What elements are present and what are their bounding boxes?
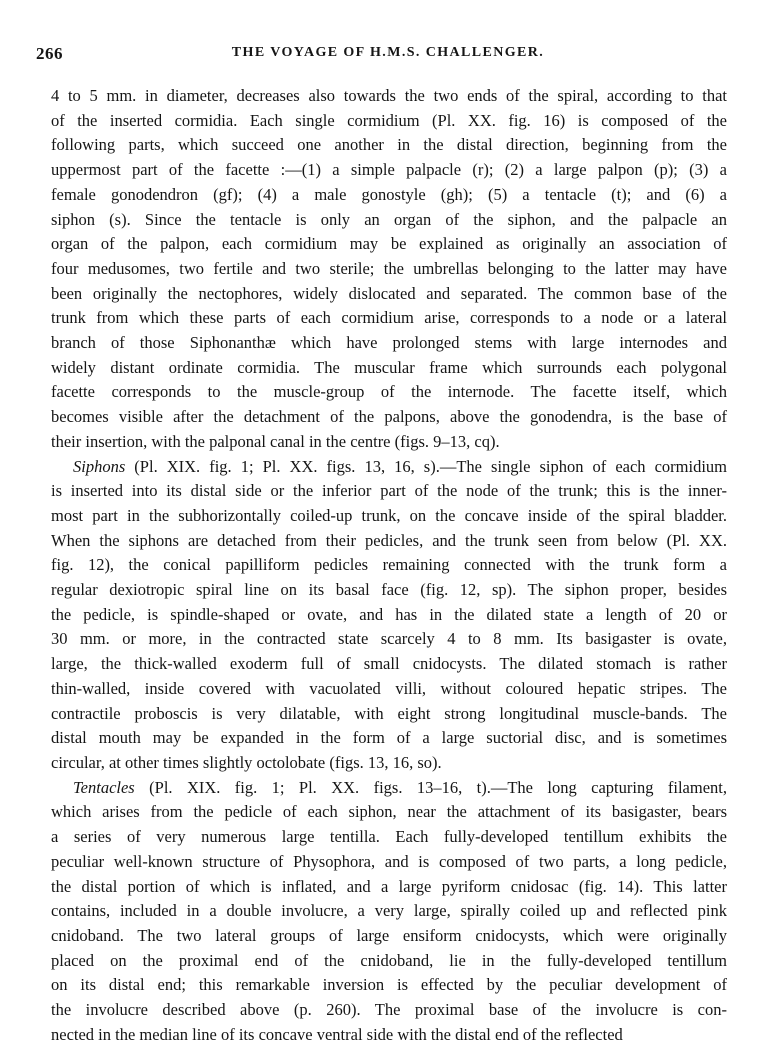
section-lead: Siphons — [73, 456, 126, 476]
text-line: been originally the nectophores, widely dislocated and separated. The common base of the — [51, 283, 727, 303]
text-line: of the inserted cormidia. Each single cormidium (Pl. XX. fig. 16) is composed of the — [51, 110, 727, 130]
text-line: organ of the palpon, each cormidium may be explained as originally an association of — [51, 234, 727, 254]
text-line: 30 mm. or more, in the contracted state scarcely 4 to 8 mm. Its basigaster is ovate, — [51, 629, 727, 649]
text-line: fig. 12), the conical papilliform pedicles remaining connected with the trunk form a — [51, 555, 727, 575]
text-line: placed on the proximal end of the cnidoband, lie in the fully-developed tentillum — [51, 950, 727, 970]
section-lead: Tentacles — [73, 777, 135, 797]
text-line: cnidoband. The two lateral groups of large ensiform cnidocysts, which were originally — [51, 925, 727, 945]
text-line: following parts, which succeed one another in the distal direction, beginning from the — [51, 135, 727, 155]
text-line: female gonodendron (gf); (4) a male gonostyle (gh); (5) a tentacle (t); and (6) a — [51, 184, 727, 204]
text-line: peculiar well-known structure of Physophora, and is composed of two parts, a long pedicle, — [51, 851, 727, 871]
text-line: contractile proboscis is very dilatable, with eight strong longitudinal muscle-bands. The — [51, 703, 727, 723]
text-line-content: (Pl. XIX. fig. 1; Pl. XX. figs. 13–16, t).—The long capturing filament, — [134, 777, 727, 797]
text-line: four medusomes, two fertile and two sterile; the umbrellas belonging to the latter may have — [51, 258, 727, 278]
text-line: uppermost part of the facette :—(1) a simple palpacle (r); (2) a large palpon (p); (3) a — [51, 160, 727, 180]
running-title: THE VOYAGE OF H.M.S. CHALLENGER. — [231, 45, 545, 60]
text-line: thin-walled, inside covered with vacuolated villi, without coloured hepatic stripes. The — [51, 678, 727, 698]
text-line: When the siphons are detached from their pedicles, and the trunk seen from below (Pl. XX. — [51, 530, 727, 550]
text-line: 4 to 5 mm. in diameter, decreases also towards the two ends of the spiral, according to that — [51, 86, 727, 105]
text-line: distal mouth may be expanded in the form of a large suctorial disc, and is sometimes — [51, 728, 727, 748]
text-line: widely distant ordinate cormidia. The muscular frame which surrounds each polygonal — [51, 357, 727, 377]
page-number: 266 — [36, 44, 63, 63]
text-line: the involucre described above (p. 260). The proximal base of the involucre is con- — [51, 1000, 727, 1020]
text-line: a series of very numerous large tentilla. Each fully-developed tentillum exhibits the — [51, 827, 727, 847]
text-line: is inserted into its distal side or the inferior part of the node of the trunk; this is the inner- — [51, 481, 727, 501]
text-line: trunk from which these parts of each cormidium arise, corresponds to a node or a lateral — [51, 308, 727, 328]
text-line: facette corresponds to the muscle-group of the internode. The facette itself, which — [51, 382, 727, 402]
running-header — [36, 44, 740, 68]
text-line: circular, at other times slightly octolobate (figs. 13, 16, so). — [51, 752, 442, 772]
text-line: nected in the median line of its concave ventral side with the distal end of the reflected — [51, 1024, 623, 1044]
text-line: their insertion, with the palponal canal in the centre (figs. 9–13, cq). — [51, 431, 500, 451]
text-line — [51, 455, 727, 480]
text-line: which arises from the pedicle of each siphon, near the attachment of its basigaster, bears — [51, 802, 727, 822]
text-line — [51, 776, 727, 801]
text-line: most part in the subhorizontally coiled-up trunk, on the concave inside of the spiral bladder. — [51, 505, 727, 525]
text-line: regular dexiotropic spiral line on its basal face (fig. 12, sp). The siphon proper, besides — [51, 580, 727, 600]
body-text — [51, 84, 727, 1047]
text-line: becomes visible after the detachment of the palpons, above the gonodendra, is the base of — [51, 407, 727, 427]
text-line: contains, included in a double involucre, a very large, spirally coiled up and reflected pink — [51, 901, 727, 921]
text-line: the pedicle, is spindle-shaped or ovate, and has in the dilated state a length of 20 or — [51, 604, 727, 624]
text-line-content: (Pl. XIX. fig. 1; Pl. XX. figs. 13, 16, s).—The single siphon of each cormidium — [125, 456, 727, 476]
text-line: siphon (s). Since the tentacle is only an organ of the siphon, and the palpacle an — [51, 209, 727, 229]
text-line: the distal portion of which is inflated, and a large pyriform cnidosac (fig. 14). This latter — [51, 876, 727, 896]
text-line: large, the thick-walled exoderm full of small cnidocysts. The dilated stomach is rather — [51, 654, 727, 674]
text-line: on its distal end; this remarkable inversion is effected by the peculiar development of — [51, 975, 727, 995]
text-line: branch of those Siphonanthæ which have prolonged stems with large internodes and — [51, 333, 727, 353]
